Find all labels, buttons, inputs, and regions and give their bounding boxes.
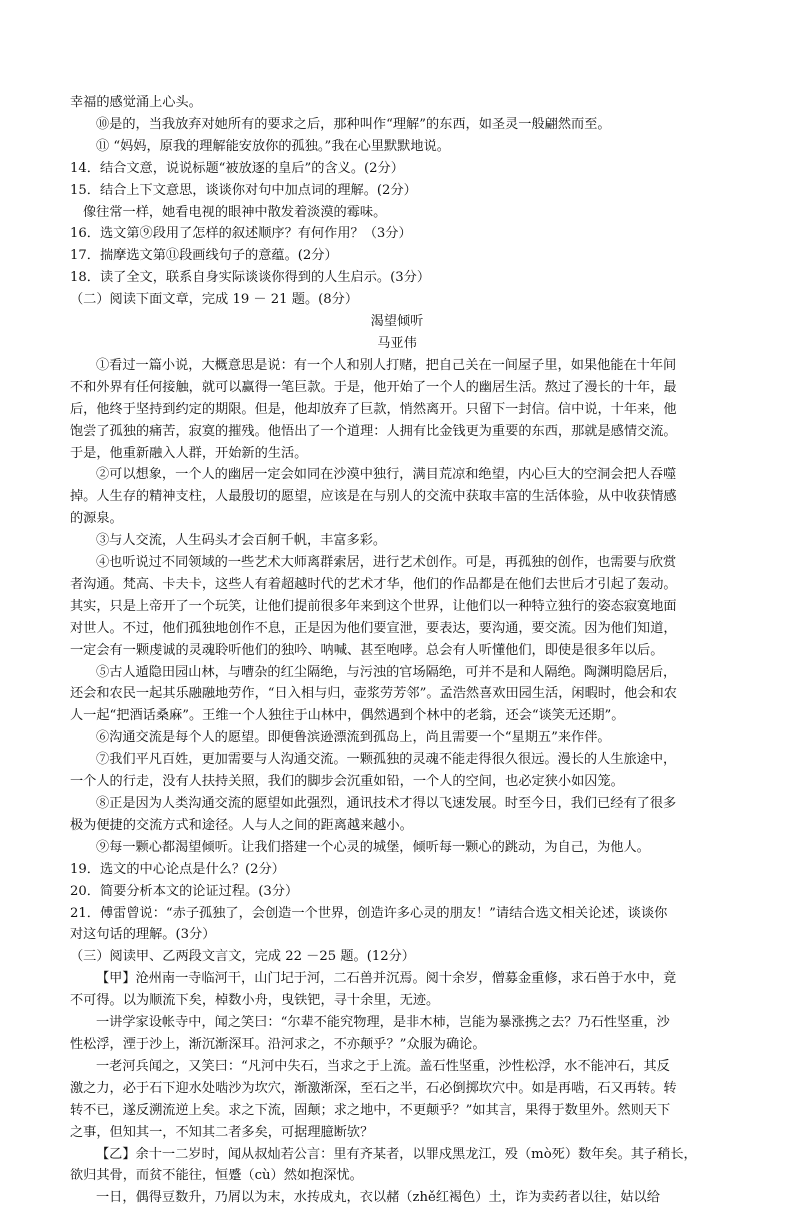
text-line: 转不已，遂反溯流逆上矣。求之下流，固颠；求之地中，不更颠乎？”如其言，果得于数里外。然则天下 — [70, 1102, 671, 1118]
text-line: 【乙】余十一二岁时，闻从叔灿若公言：里有齐某者，以罪戍黑龙江，殁（mò死）数年矣。其子稍长， — [96, 1146, 697, 1162]
text-line: 14．结合文意，说说标题“被放逐的皇后”的含义。(2分） — [70, 160, 404, 176]
text-line: ①看过一篇小说，大概意思是说：有一个人和别人打赌，把自己关在一间屋子里，如果他能在十年间 — [96, 357, 677, 373]
document-page — [70, 92, 724, 1209]
text-line: 对世人。不过，他们孤独地创作不息，正是因为他们要宣泄，要表达，要沟通，要交流。因为他们知道， — [70, 620, 677, 636]
text-line: 20．简要分析本文的论证过程。(3分） — [70, 883, 299, 899]
text-line: 16．选文第⑨段用了怎样的叙述顺序？有何作用？（3分） — [70, 226, 412, 242]
text-line: 21．傅雷曾说：“赤子孤独了，会创造一个世界，创造许多心灵的朋友！”请结合选文相关论述，谈谈你 — [70, 905, 668, 921]
text-line: （三）阅读甲、乙两段文言文，完成 22 －25 题。(12分） — [70, 949, 415, 965]
text-line: 18．读了全文，联系自身实际谈谈你得到的人生启示。(3分） — [70, 270, 431, 286]
text-line: 15．结合上下文意思，谈谈你对句中加点词的理解。(2分） — [70, 182, 417, 198]
text-line: 后，他终于坚持到约定的期限。但是，他却放弃了巨款，悄然离开。只留下一封信。信中说，十年来，他 — [70, 401, 677, 417]
text-line: 像往常一样，她看电视的眼神中散发着淡漠的霉味。 — [83, 204, 387, 220]
text-line: 激之力，必于石下迎水处啮沙为坎穴，渐激渐深，至石之半，石必倒掷坎穴中。如是再啮，石又再转。转 — [70, 1080, 677, 1096]
text-line: 还会和农民一起其乐融融地劳作，“日入相与归，壶浆劳芳邻”。孟浩然喜欢田园生活，闲暇时，他会和农 — [70, 686, 677, 702]
text-line: ⑤古人遁隐田园山林，与嘈杂的红尘隔绝，与污浊的官场隔绝，可并不是和人隔绝。陶渊明隐居后， — [96, 664, 677, 680]
text-line: 的源泉。 — [70, 511, 123, 527]
heading-line: 马亚伟 — [377, 335, 417, 351]
text-line: 【甲】沧州南一寺临河干，山门圮于河，二石兽并沉焉。阅十余岁，僧募金重修，求石兽于水中，竟 — [96, 971, 677, 987]
text-line: ⑧正是因为人类沟通交流的愿望如此强烈，通讯技术才得以飞速发展。时至今日，我们已经有了很多 — [96, 796, 677, 811]
text-line: 饱尝了孤独的痛苦，寂寞的摧残。他悟出了一个道理：人拥有比金钱更为重要的东西，那就是感情交流。 — [70, 423, 677, 439]
text-line: 于是，他重新融入人群，开始新的生活。 — [70, 445, 308, 461]
text-line: ④也听说过不同领域的一些艺术大师离群索居，进行艺术创作。可是，再孤独的创作，也需要与欣赏 — [96, 555, 677, 571]
text-line: 欲归其骨，而贫不能往，恒蹙（cù）然如抱深忧。 — [70, 1168, 363, 1184]
text-line: ⑩是的，当我放弃对她所有的要求之后，那种叫作“理解”的东西，如圣灵一般翩然而至。 — [96, 116, 611, 132]
text-line: 幸福的感觉涌上心头。 — [70, 95, 202, 110]
text-line: （二）阅读下面文章，完成 19 － 21 题。(8分） — [70, 292, 359, 308]
heading-line: 渴望倾听 — [370, 314, 424, 330]
text-line: 对这句话的理解。(3分） — [70, 927, 216, 943]
text-line: 性松浮，湮于沙上，渐沉渐深耳。沿河求之，不亦颠乎？”众服为确论。 — [70, 1036, 486, 1052]
text-line: 人一起“把酒话桑麻”。王维一个人独往于山林中，偶然遇到个林中的老翁，还会“谈笑无还期”。 — [70, 708, 625, 724]
text-line: ⑥沟通交流是每个人的愿望。即便鲁滨逊漂流到孤岛上，尚且需要一个“星期五”来作伴。 — [96, 730, 611, 746]
text-line: ⑪ “妈妈，原我的理解能安放你的孤独。”我在心里默默地说。 — [96, 138, 450, 154]
text-line: 者沟通。梵高、卡夫卡，这些人有着超越时代的艺术才华，他们的作品都是在他们去世后才引起了轰动。 — [70, 576, 677, 592]
text-line: ③与人交流，人生码头才会百舸千帆，丰富多彩。 — [96, 533, 387, 549]
text-line: 掉。人生存的精神支柱，人最殷切的愿望，应该是在与别人的交流中获取丰富的生活体验，从中收获情感 — [70, 489, 677, 505]
text-line: 一日，偶得豆数升，乃屑以为末，水抟成丸，衣以赭（zhě红褐色）土，诈为卖药者以往，姑以给 — [96, 1190, 660, 1206]
text-line: 一老河兵闻之，又笑曰：“凡河中失石，当求之于上流。盖石性坚重，沙性松浮，水不能冲石，其反 — [96, 1058, 670, 1074]
text-line: 之事，但知其一，不知其二者多矣，可据理臆断欤？ — [70, 1124, 374, 1140]
text-line: 极为便捷的交流方式和途径。人与人之间的距离越来越小。 — [70, 817, 413, 833]
text-line: 19．选文的中心论点是什么？(2分） — [70, 861, 285, 877]
text-line: 一定会有一颗虔诚的灵魂聆听他们的独吟、呐喊、甚至咆哮。总会有人听懂他们，即使是很多年以后。 — [70, 642, 664, 658]
text-line: 一讲学家设帐寺中，闻之笑曰：“尔辈不能究物理，是非木杮，岂能为暴涨携之去？乃石性坚重，沙 — [96, 1015, 670, 1031]
text-line: ⑨每一颗心都渴望倾听。让我们搭建一个心灵的城堡，倾听每一颗心的跳动，为自己，为他人。 — [96, 839, 650, 855]
text-line: ②可以想象，一个人的幽居一定会如同在沙漠中独行，满目荒凉和绝望，内心巨大的空洞会把人吞噬 — [96, 467, 677, 483]
text-line: 17．揣摩选文第⑪段画线句子的意蕴。(2分） — [70, 248, 338, 264]
text-line: 不可得。以为顺流下矣，棹数小舟，曳铁钯，寻十余里，无迹。 — [70, 993, 440, 1009]
text-line: 其实，只是上帝开了一个玩笑，让他们提前很多年来到这个世界，让他们以一种特立独行的姿态寂寞地面 — [70, 598, 677, 614]
text-line: 不和外界有任何接触，就可以赢得一笔巨款。于是，他开始了一个人的幽居生活。熬过了漫长的十年，最 — [70, 379, 677, 395]
text-line: 一个人的行走，没有人扶持关照，我们的脚步会沉重如铅，一个人的空间，也必定狭小如囚笼。 — [70, 774, 624, 790]
text-line: ⑦我们平凡百姓，更加需要与人沟通交流。一颗孤独的灵魂不能走得很久很远。漫长的人生旅途中， — [96, 752, 677, 768]
